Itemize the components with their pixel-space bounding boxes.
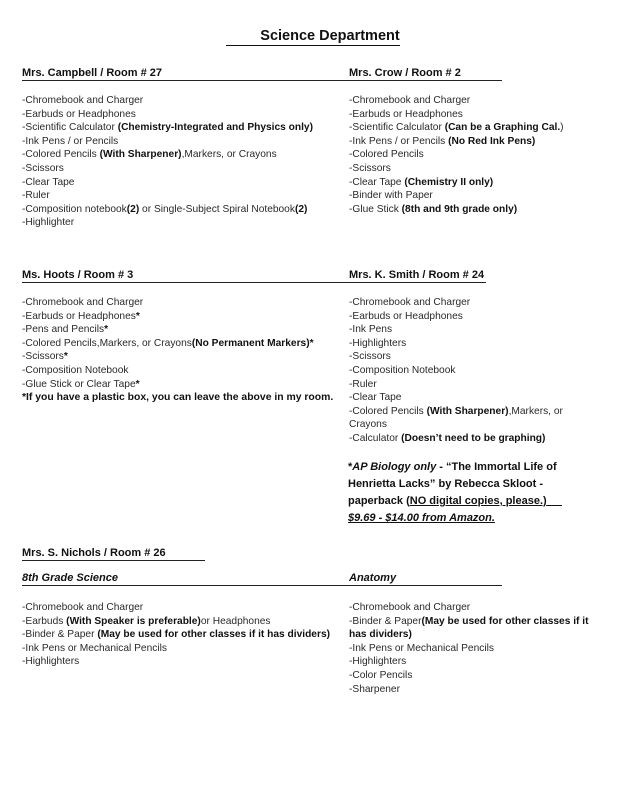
hoots-note: *If you have a plastic box, you can leave the above in my room. <box>22 392 334 403</box>
list-item: -Colored Pencils (With Sharpener),Markers, or <box>349 405 563 417</box>
list-item: -Clear Tape <box>349 392 402 404</box>
campbell-supply-list <box>22 94 313 230</box>
list-item: -Ink Pens <box>349 324 393 336</box>
list-item: -Chromebook and Charger <box>349 602 471 613</box>
page-title-text: Science Department <box>226 28 399 46</box>
list-item: -Ruler <box>349 378 377 390</box>
header-rule-row2 <box>22 282 486 283</box>
anatomy-supply-list <box>349 601 589 696</box>
list-item: -Binder with Paper <box>349 190 433 202</box>
crow-header: Mrs. Crow / Room # 2 <box>349 67 461 79</box>
nichols-header-rule <box>22 560 205 561</box>
header-rule-row1 <box>22 80 502 81</box>
list-item: -Earbuds or Headphones <box>22 108 136 120</box>
list-item: -Composition notebook(2) or Single-Subject Spiral Notebook(2) <box>22 203 308 215</box>
list-item: -Highlighter <box>22 217 75 229</box>
list-item: -Earbuds or Headphones <box>349 310 463 322</box>
list-item: has dividers) <box>349 629 412 641</box>
anatomy-header: Anatomy <box>349 572 397 584</box>
list-item: -Scissors <box>22 162 64 174</box>
list-item: -Composition Notebook <box>22 364 129 376</box>
list-item: -Ink Pens / or Pencils <box>22 135 119 147</box>
list-item: -Chromebook and Charger <box>349 297 471 308</box>
nichols-header: Mrs. S. Nichols / Room # 26 <box>22 547 166 559</box>
list-item: -Colored Pencils (With Sharpener),Markers, or Crayons <box>22 149 277 161</box>
list-item: -Highlighters <box>349 656 407 668</box>
list-item: -Scientific Calculator (Chemistry-Integrated and Physics only) <box>22 122 313 134</box>
ap-biology-note: *AP Biology only - “The Immortal Life of Henrietta Lacks” by Rebecca Skloot - paperback (NO digital copies, please.) $9.69 - $14.00 from Amazon. <box>348 461 557 524</box>
list-item: -Earbuds (With Speaker is preferable)or Headphones <box>22 615 271 627</box>
list-item: -Sharpener <box>349 683 400 695</box>
ksmith-supply-list <box>349 296 563 446</box>
list-item: -Ruler <box>22 190 50 202</box>
list-item: -Binder & Paper(May be used for other classes if it <box>349 615 589 627</box>
list-item: -Chromebook and Charger <box>22 95 144 106</box>
no-digital-copies: NO digital copies, please.) <box>409 495 547 507</box>
list-item: -Calculator (Doesn’t need to be graphing) <box>349 432 546 444</box>
list-item: -Chromebook and Charger <box>22 297 144 308</box>
eighth-grade-header: 8th Grade Science <box>22 572 118 584</box>
page-title <box>0 28 618 46</box>
ap-biology-price: $9.69 - $14.00 from Amazon. <box>348 512 495 524</box>
list-item: -Clear Tape (Chemistry II only) <box>349 176 494 188</box>
hoots-header: Ms. Hoots / Room # 3 <box>22 269 134 281</box>
list-item: -Scissors <box>349 162 391 174</box>
list-item: -Chromebook and Charger <box>349 95 471 106</box>
list-item: -Scissors <box>349 351 391 363</box>
list-item: -Color Pencils <box>349 669 413 681</box>
list-item: -Pens and Pencils* <box>22 324 109 336</box>
list-item: -Scissors* <box>22 351 68 363</box>
list-item: -Composition Notebook <box>349 364 456 376</box>
list-item: -Clear Tape <box>22 176 75 188</box>
list-item: -Scientific Calculator (Can be a Graphing Cal.) <box>349 122 564 134</box>
list-item: -Glue Stick (8th and 9th grade only) <box>349 203 518 215</box>
list-item: -Highlighters <box>349 337 407 349</box>
list-item: -Glue Stick or Clear Tape* <box>22 378 140 390</box>
list-item: -Chromebook and Charger <box>22 602 144 613</box>
list-item: Crayons <box>349 419 387 431</box>
ksmith-header: Mrs. K. Smith / Room # 24 <box>349 269 485 281</box>
list-item: -Colored Pencils <box>349 149 424 161</box>
ap-biology-course: AP Biology only <box>352 461 437 473</box>
list-item: -Highlighters <box>22 656 80 668</box>
list-item: -Ink Pens or Mechanical Pencils <box>22 642 167 654</box>
list-item: -Earbuds or Headphones <box>349 108 463 120</box>
list-item: -Ink Pens or Mechanical Pencils <box>349 642 494 654</box>
list-item: -Ink Pens / or Pencils (No Red Ink Pens) <box>349 135 536 147</box>
list-item: -Binder & Paper (May be used for other classes if it has dividers) <box>22 629 330 641</box>
eighth-grade-supply-list <box>22 601 330 669</box>
subheader-rule <box>22 585 502 586</box>
crow-supply-list <box>349 94 564 216</box>
campbell-header: Mrs. Campbell / Room # 27 <box>22 67 162 79</box>
list-item: -Earbuds or Headphones* <box>22 310 140 322</box>
list-item: -Colored Pencils,Markers, or Crayons(No Permanent Markers)* <box>22 337 314 349</box>
hoots-supply-list <box>22 296 314 391</box>
